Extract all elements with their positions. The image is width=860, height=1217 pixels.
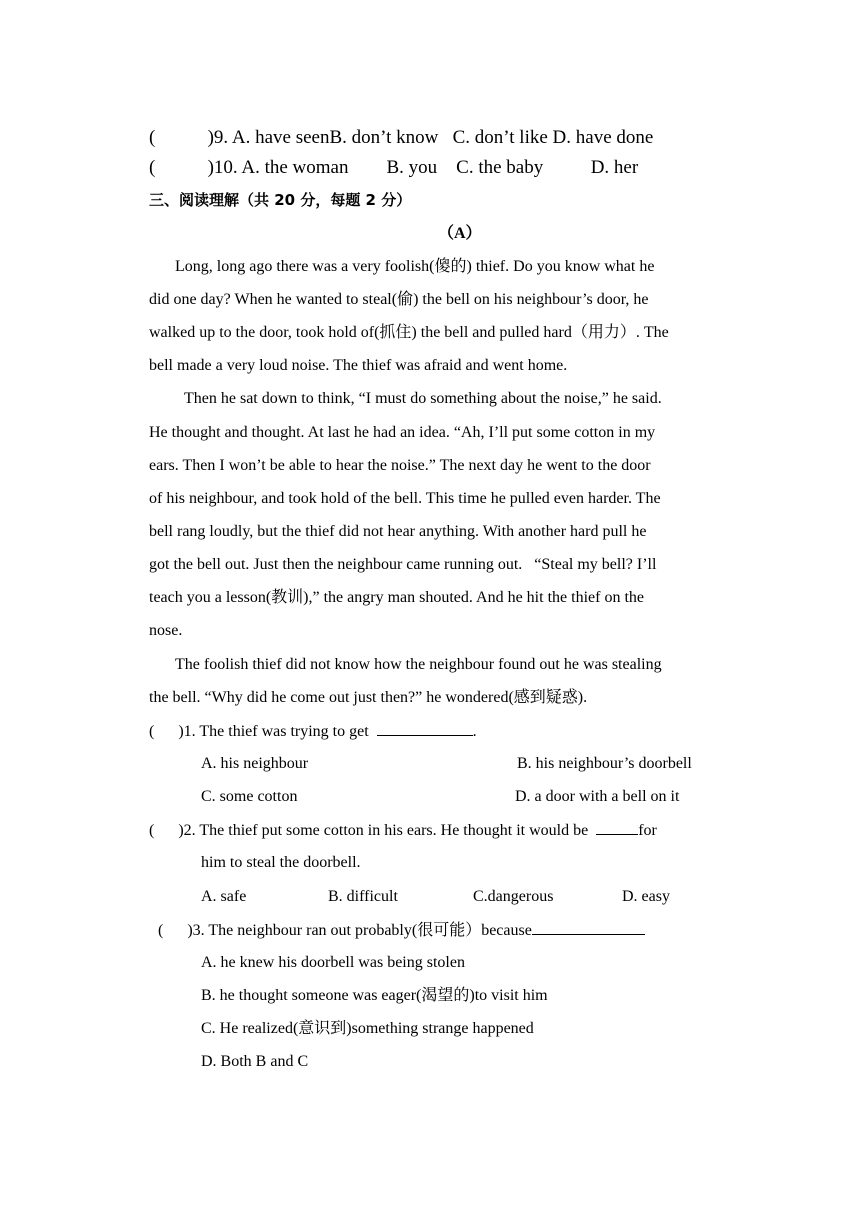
passage-line: bell rang loudly, but the thief did not hear anything. With another hard pull he xyxy=(149,523,647,540)
passage-label: （A） xyxy=(438,225,482,242)
question-1-option-d: D. a door with a bell on it xyxy=(515,788,680,805)
section-title: 三、阅读理解（共 20 分，每题 2 分） xyxy=(149,191,412,209)
passage-line: teach you a lesson(教训),” the angry man shouted. And he hit the thief on the xyxy=(149,589,644,606)
passage-line: Then he sat down to think, “I must do something about the noise,” he said. xyxy=(184,390,662,407)
passage-line: ears. Then I won’t be able to hear the noise.” The next day he went to the door xyxy=(149,457,651,474)
question-2-stem xyxy=(149,820,657,841)
question-2-option-a: A. safe xyxy=(201,888,247,905)
question-2-text: ( )2. The thief put some cotton in his ears. He thought it would be xyxy=(149,822,597,839)
passage-line: of his neighbour, and took hold of the bell. This time he pulled even harder. The xyxy=(149,490,661,507)
passage-line: walked up to the door, took hold of(抓住) the bell and pulled hard（用力）. The xyxy=(149,324,669,341)
passage-line: the bell. “Why did he come out just then?” he wondered(感到疑惑). xyxy=(149,689,588,706)
question-3-stem xyxy=(158,920,645,941)
question-1-option-b: B. his neighbour’s doorbell xyxy=(517,755,692,772)
question-2-option-c: C.dangerous xyxy=(473,888,554,905)
passage-line: got the bell out. Just then the neighbour came running out. “Steal my bell? I’ll xyxy=(149,556,657,573)
answer-blank xyxy=(596,820,638,835)
answer-blank xyxy=(377,721,473,736)
question-1-option-a: A. his neighbour xyxy=(201,755,309,772)
cloze-question-10: ( )10. A. the woman B. you C. the baby D. her xyxy=(149,157,639,178)
question-3-option-a: A. he knew his doorbell was being stolen xyxy=(201,954,465,971)
question-2-option-d: D. easy xyxy=(622,888,670,905)
question-2-option-b: B. difficult xyxy=(328,888,398,905)
question-2-continuation: him to steal the doorbell. xyxy=(201,854,361,871)
cloze-question-9: ( )9. A. have seenB. don’t know C. don’t like D. have done xyxy=(149,127,654,148)
question-1-stem xyxy=(149,721,477,742)
passage-line: bell made a very loud noise. The thief was afraid and went home. xyxy=(149,357,568,374)
question-3-option-b: B. he thought someone was eager(渴望的)to visit him xyxy=(201,987,548,1004)
question-3-text: ( )3. The neighbour ran out probably(很可能）because xyxy=(158,922,532,939)
passage-line: nose. xyxy=(149,622,183,639)
question-1-text: ( )1. The thief was trying to get xyxy=(149,723,377,740)
passage-line: did one day? When he wanted to steal(偷) the bell on his neighbour’s door, he xyxy=(149,291,649,308)
question-1-option-c: C. some cotton xyxy=(201,788,298,805)
answer-blank xyxy=(532,920,645,935)
passage-line: Long, long ago there was a very foolish(傻的) thief. Do you know what he xyxy=(175,258,655,275)
passage-line: The foolish thief did not know how the neighbour found out he was stealing xyxy=(175,656,662,673)
passage-line: He thought and thought. At last he had an idea. “Ah, I’ll put some cotton in my xyxy=(149,424,656,441)
question-3-option-d: D. Both B and C xyxy=(201,1053,309,1070)
question-3-option-c: C. He realized(意识到)something strange happened xyxy=(201,1020,534,1037)
question-2-after: for xyxy=(638,822,657,839)
question-1-end: . xyxy=(472,723,477,740)
